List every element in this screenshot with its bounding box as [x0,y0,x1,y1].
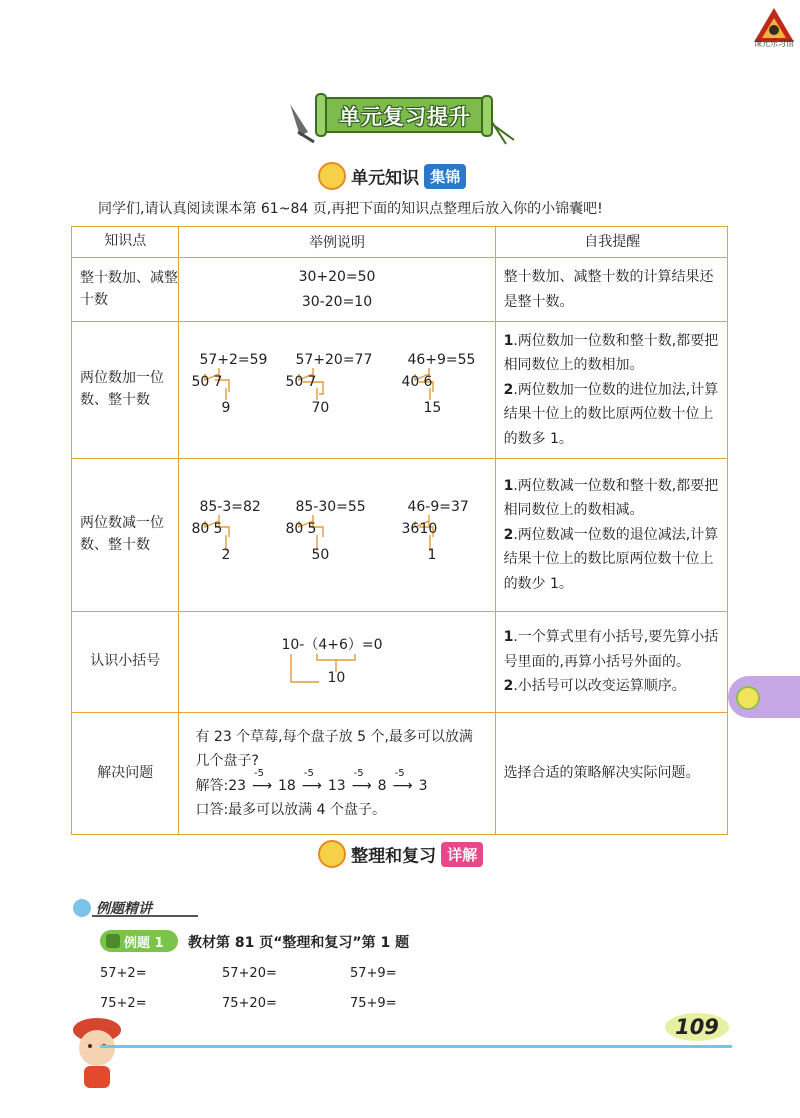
note-cell: 选择合适的策略解决实际问题。 [495,713,727,835]
note-number: 1 [503,629,514,646]
arrow-step: -5 ⟶ [296,774,328,799]
column-header: 自我提醒 [495,227,727,258]
table-row [72,322,728,459]
chain-value: 8 [377,777,387,794]
section-tag: 集锦 [424,164,466,189]
note-item [504,523,721,597]
note-item [504,378,721,452]
example-cell [179,258,495,322]
column-header: 知识点 [72,227,179,258]
chain-value: 3 [418,777,428,794]
section-title: 整理和复习 [351,846,437,867]
mascot-icon [318,840,346,868]
sub-result: 10 [327,670,346,686]
table-row [72,612,728,713]
equation: 10-（4+6）=0 [281,637,383,653]
split-part: 7 [307,374,317,390]
problem-text: 有 23 个草莓,每个盘子放 5 个,最多可以放满几个盘子? [195,728,473,769]
example-cell [179,459,495,612]
note-text: .两位数加一位数和整十数,都要把相同数位上的数相加。 [503,332,719,374]
split-part: 5 [307,521,317,537]
note-item [504,674,721,699]
answer-label: 解答: [195,777,229,794]
split-result: 1 [427,547,437,563]
chain-value: 13 [327,777,346,794]
question: 75+2= [100,996,147,1011]
topic-cell: 两位数加一位数、整十数 [72,322,179,459]
split-diagram-lines [179,459,485,611]
topic-cell: 整十数加、减整十数 [72,258,179,322]
note-text: .两位数加一位数的进位加法,计算结果十位上的数比原两位数十位上的数多 1。 [503,381,719,447]
knowledge-table [71,226,728,835]
equation: 85-30=55 [295,499,366,515]
footer-line [100,1045,732,1048]
topic-cell: 两位数减一位数、整十数 [72,459,179,612]
question: 57+2= [100,966,147,981]
split-result: 15 [423,400,442,416]
question: 57+9= [350,966,397,981]
split-result: 9 [221,400,231,416]
table-row [72,258,728,322]
intro-text: 同学们,请认真阅读课本第 61~84 页,再把下面的知识点整理后放入你的小锦囊吧! [98,201,603,217]
step-label: -5 [254,767,264,779]
step-label: -5 [394,767,405,779]
side-tab [728,676,800,718]
note-item [504,329,721,378]
split-result: 70 [311,400,330,416]
split-part: 40 [401,374,420,390]
split-part: 7 [213,374,223,390]
note-text: .小括号可以改变运算顺序。 [513,678,686,695]
note-number: 2 [503,381,514,398]
publisher-logo-text: 课元乐习馆 [754,39,794,48]
solution-chain [187,767,486,799]
table-row [72,459,728,612]
arrow-step: -5 ⟶ [346,774,378,799]
topic-cell: 认识小括号 [72,612,179,713]
split-part: 36 [401,521,420,537]
mascot-character-icon [62,1012,132,1092]
arrow-step: -5 ⟶ [387,774,419,799]
question: 75+9= [350,996,397,1011]
equation: 57+2=59 [199,352,268,368]
section-tag: 详解 [441,842,483,867]
example-heading: 例题精讲 [96,901,152,917]
note-text: .两位数减一位数和整十数,都要把相同数位上的数相减。 [503,477,719,519]
note-text: .一个算式里有小括号,要先算小括号里面的,再算小括号外面的。 [503,629,719,670]
arrow-step: -5 ⟶ [246,774,278,799]
note-item [504,625,721,674]
note-cell [495,612,727,713]
section-header-review [318,840,483,870]
bracket-diagram-lines [179,612,485,712]
table-row [72,713,728,835]
oral-answer: 口答:最多可以放满 4 个盘子。 [195,802,386,818]
note-number: 1 [503,477,514,494]
split-diagram-lines [179,322,485,458]
example-cell [179,612,495,713]
note-number: 1 [503,332,514,349]
section-title: 单元知识 [351,168,420,189]
example-label: 例题 1 [124,936,164,951]
column-header: 举例说明 [179,227,495,258]
chain-value: 18 [278,777,296,794]
split-part: 50 [191,374,210,390]
split-part: 80 [285,521,304,537]
example-cell [179,322,495,459]
table-header-row [72,227,728,258]
split-part: 80 [191,521,210,537]
note-cell [495,459,727,612]
equation: 30+20=50 [298,269,376,285]
equation: 85-3=82 [199,499,261,515]
equation: 46-9=37 [407,499,469,515]
split-result: 50 [311,547,330,563]
topic-cell: 解决问题 [72,713,179,835]
equation: 46+9=55 [407,352,476,368]
step-label: -5 [303,767,314,779]
note-cell [495,322,727,459]
mascot-icon [318,162,346,190]
note-number: 2 [503,526,514,543]
note-item [504,474,721,523]
equation: 57+20=77 [295,352,373,368]
split-part: 6 [423,374,433,390]
note-cell: 整十数加、减整十数的计算结果还是整十数。 [495,258,727,322]
equation: 30-20=10 [301,293,373,310]
split-part: 5 [213,521,223,537]
split-part: 10 [419,521,438,537]
flower-icon [736,686,760,710]
note-number: 2 [503,678,514,695]
chain-value: 23 [228,777,247,794]
question: 57+20= [222,966,277,981]
page-number: 109 [675,1015,719,1039]
example-cell [179,713,495,835]
pencil-icon [106,934,120,948]
step-label: -5 [353,767,364,779]
question: 75+20= [222,996,277,1011]
section-header-knowledge [318,162,466,192]
split-result: 2 [221,547,231,563]
note-text: .两位数减一位数的退位减法,计算结果十位上的数比原两位数十位上的数少 1。 [503,526,719,592]
example-description: 教材第 81 页“整理和复习”第 1 题 [188,935,410,951]
split-part: 50 [285,374,304,390]
page-title: 单元复习提升 [339,105,471,129]
